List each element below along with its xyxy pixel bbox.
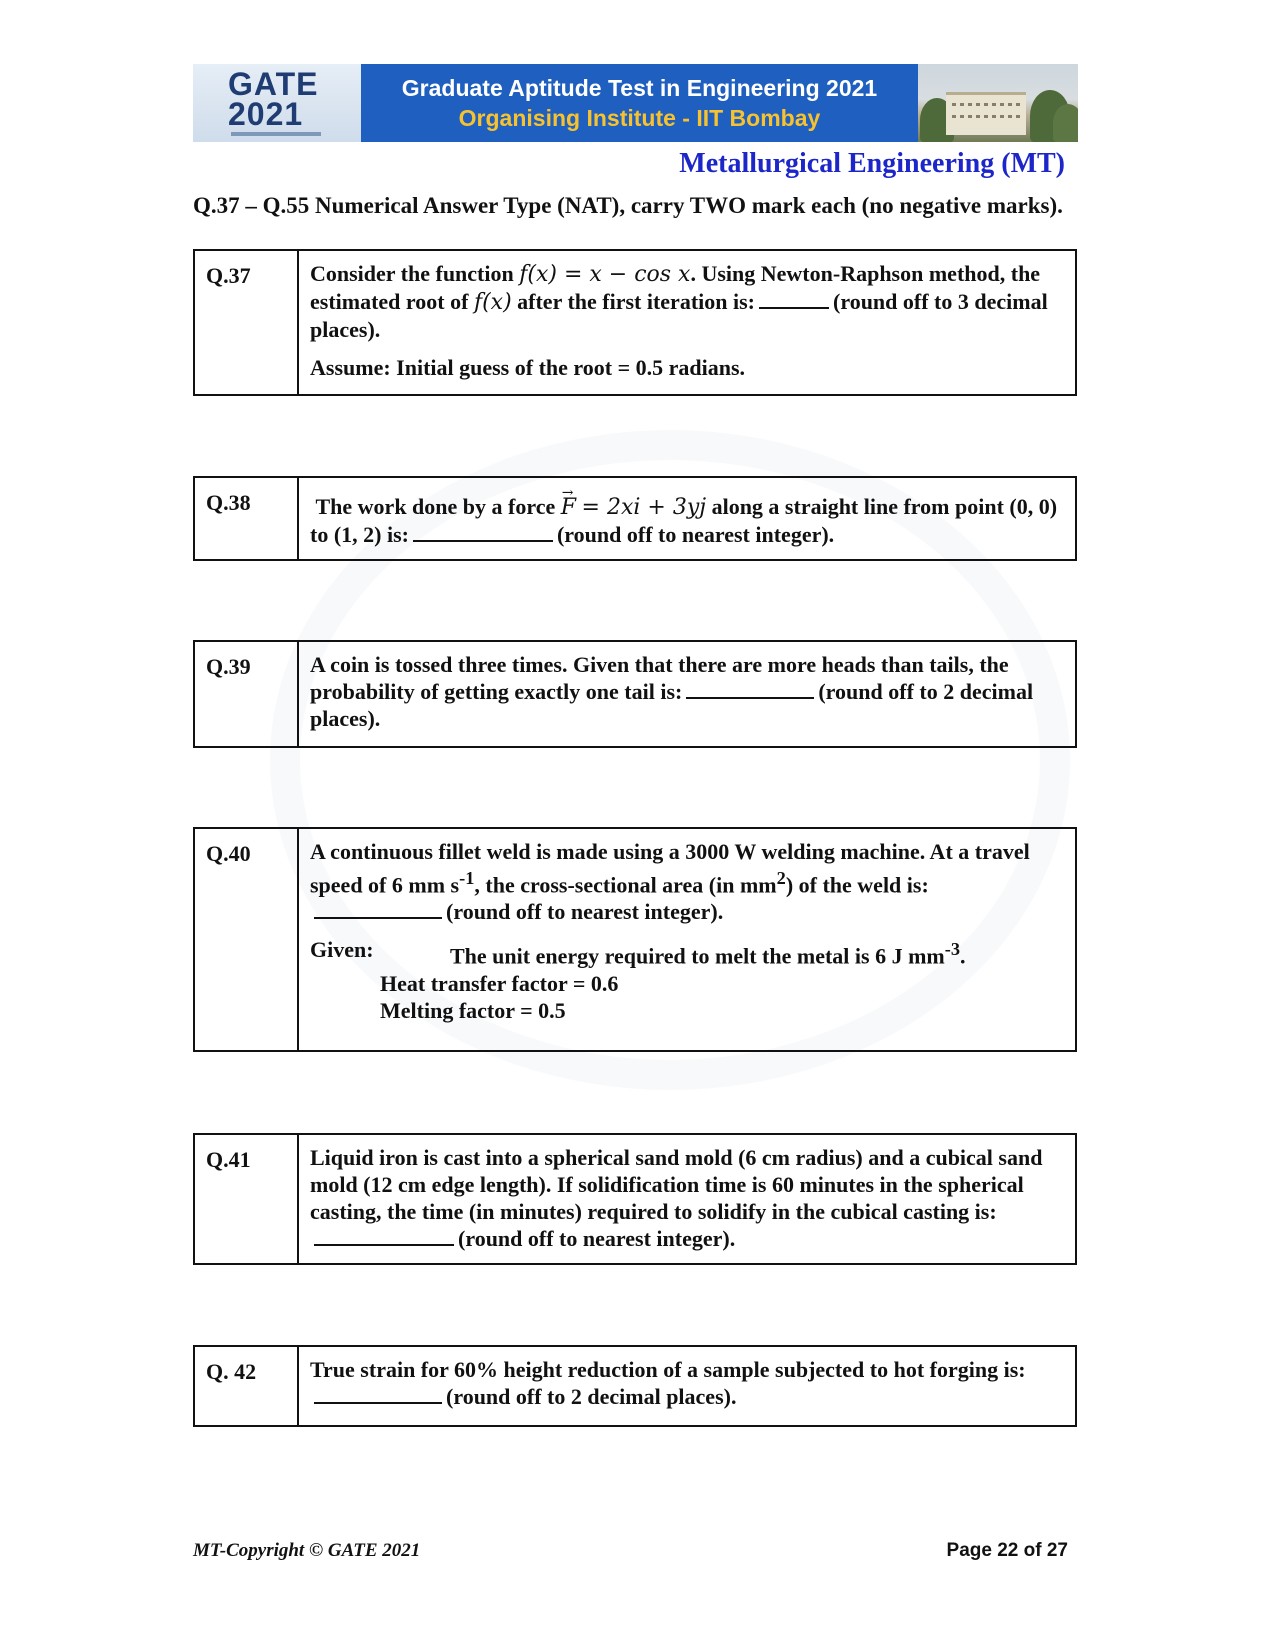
question-number: Q.41	[195, 1135, 299, 1263]
q40-text-1: A continuous fillet weld is made using a 3000 W welding machine. At a travel speed of 6 mm s	[310, 839, 1030, 898]
gate-logo	[193, 64, 361, 142]
tree-shape	[1053, 104, 1078, 142]
q37-text-4: (round off to 3 decimal places).	[310, 289, 1048, 342]
q38-text-3: (round off to nearest integer).	[556, 522, 835, 547]
q40-given-row	[310, 936, 1061, 969]
answer-blank	[759, 289, 829, 309]
question-box-q38	[193, 476, 1077, 561]
q38-text-1: The work done by a force	[315, 494, 556, 519]
footer-copyright: MT-Copyright © GATE 2021	[193, 1540, 421, 1561]
header-banner	[193, 64, 1078, 142]
q40-given-1: The unit energy required to melt the metal is 6 J mm	[450, 943, 945, 969]
logo-tagline-strip	[231, 132, 321, 136]
banner-subtitle: Organising Institute - IIT Bombay	[458, 105, 821, 131]
answer-blank	[314, 899, 442, 919]
question-box-q41	[193, 1133, 1077, 1265]
q42-text-2: (round off to 2 decimal places).	[446, 1384, 737, 1409]
answer-blank	[314, 1226, 454, 1246]
logo-year-text: 2021	[228, 96, 304, 132]
question-text	[299, 642, 1075, 746]
question-text	[299, 1135, 1075, 1263]
q37-assumption: Assume: Initial guess of the root = 0.5 radians.	[310, 355, 746, 380]
q40-text-3: ) of the weld is:	[785, 872, 929, 898]
q39-text-1: A coin is tossed three times. Given that there are more heads than tails, the probability of getting exactly one tail is:	[310, 652, 1009, 704]
q37-text-3: after the first iteration is:	[517, 289, 755, 314]
answer-blank	[314, 1384, 442, 1404]
question-box-q37	[193, 249, 1077, 396]
question-text	[299, 829, 1075, 1050]
question-box-q42	[193, 1345, 1077, 1427]
question-text	[299, 251, 1075, 394]
q38-text-2: along a straight line from point (0, 0) to (1, 2) is:	[310, 494, 1058, 547]
campus-photo	[918, 64, 1078, 142]
q37-math-function: f(x) = x − cos x	[519, 262, 691, 287]
q37-text-2: . Using Newton-Raphson method, the estimated root of	[310, 261, 1041, 314]
q40-superscript: -3	[944, 939, 961, 960]
q40-superscript: -1	[459, 868, 475, 888]
q40-text-2: , the cross-sectional area (in mm	[474, 872, 777, 898]
q41-text-2: (round off to nearest integer).	[458, 1226, 736, 1251]
q40-superscript: 2	[776, 868, 786, 888]
question-box-q39	[193, 640, 1077, 748]
q39-text-2: (round off to 2 decimal places).	[310, 679, 1034, 731]
question-box-q40	[193, 827, 1077, 1052]
q37-text-1: Consider the function	[310, 261, 514, 286]
question-text	[299, 1347, 1075, 1425]
question-number: Q.39	[195, 642, 299, 746]
answer-blank	[686, 679, 814, 699]
building-shape	[946, 92, 1026, 135]
answer-blank	[413, 522, 553, 542]
q37-math-fx: f(x)	[473, 290, 512, 315]
logo-gate-text: GATE	[228, 66, 319, 102]
q41-text-1: Liquid iron is cast into a spherical sand mold (6 cm radius) and a cubical sand mold (12 cm edge length). If solidification time is 60 minutes in the spherical casting, the time (in minutes) required to solidify in the cubical casting is:	[310, 1145, 1043, 1224]
q38-force-vector: → F	[561, 494, 576, 521]
q42-text-1: True strain for 60% height reduction of a sample subjected to hot forging is:	[310, 1357, 1026, 1382]
page-number: Page 22 of 27	[946, 1540, 1068, 1561]
q40-text-4: (round off to nearest integer).	[446, 899, 724, 925]
section-heading: Q.37 – Q.55 Numerical Answer Type (NAT), carry TWO mark each (no negative marks).	[193, 193, 1063, 218]
question-number: Q.37	[195, 251, 299, 394]
subject-title: Metallurgical Engineering (MT)	[679, 148, 1065, 179]
q40-given-label: Given:	[310, 937, 374, 963]
banner-title: Graduate Aptitude Test in Engineering 2021	[401, 75, 878, 101]
question-number: Q. 42	[195, 1347, 299, 1425]
question-text	[299, 478, 1075, 559]
q40-given-1-end: .	[960, 943, 966, 969]
q40-given-3: Melting factor = 0.5	[380, 997, 566, 1023]
question-number: Q.40	[195, 829, 299, 1050]
q40-given-2: Heat transfer factor = 0.6	[380, 970, 619, 996]
question-number: Q.38	[195, 478, 299, 559]
banner-text-panel	[361, 64, 918, 142]
q38-force-expression: = 2xi + 3yj	[581, 495, 707, 520]
